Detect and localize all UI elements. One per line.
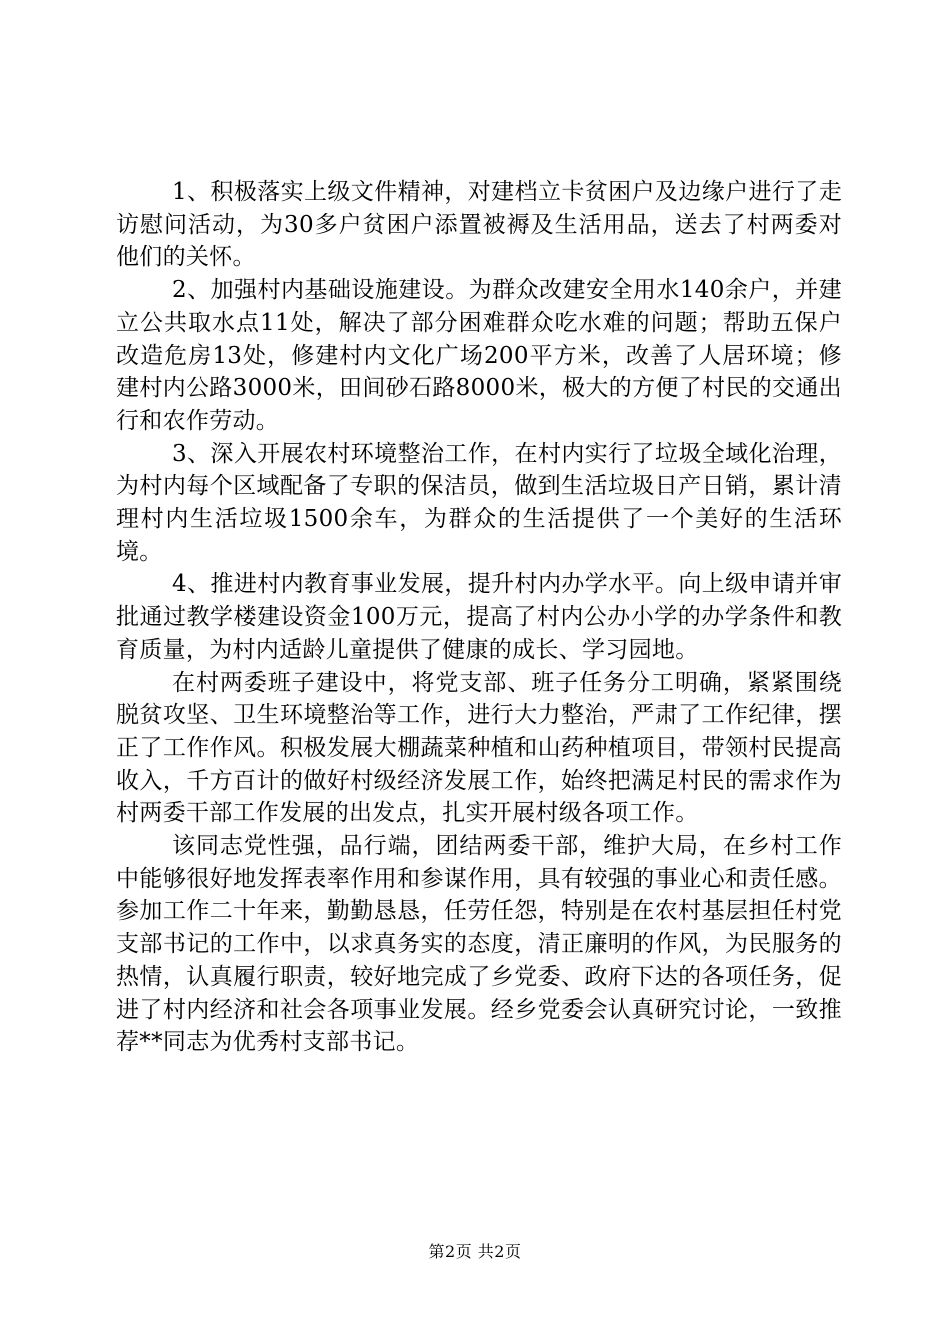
page-footer: 第2页 共2页 xyxy=(428,1242,522,1261)
paragraph-4: 4、推进村内教育事业发展，提升村内办学水平。向上级申请并审批通过教学楼建设资金100万元，提高了村内公办小学的办学条件和教育质量，为村内适龄儿童提供了健康的成长、学习园地。 xyxy=(116,571,842,663)
paragraph-5: 在村两委班子建设中，将党支部、班子任务分工明确，紧紧围绕脱贫攻坚、卫生环境整治等工作，进行大力整治，严肃了工作纪律，摆正了工作作风。积极发展大棚蔬菜种植和山药种植项目，带领村民提高收入，千方百计的做好村级经济发展工作，始终把满足村民的需求作为村两委干部工作发展的出发点，扎实开展村级各项工作。 xyxy=(116,669,842,827)
paragraph-3: 3、深入开展农村环境整治工作，在村内实行了垃圾全域化治理，为村内每个区域配备了专职的保洁员，做到生活垃圾日产日销，累计清理村内生活垃圾1500余车，为群众的生活提供了一个美好的生活环境。 xyxy=(116,440,842,565)
paragraph-6: 该同志党性强，品行端，团结两委干部，维护大局，在乡村工作中能够很好地发挥表率作用和参谋作用，具有较强的事业心和责任感。参加工作二十年来，勤勤恳恳，任劳任怨，特别是在农村基层担任村党支部书记的工作中，以求真务实的态度，清正廉明的作风，为民服务的热情，认真履行职责，较好地完成了乡党委、政府下达的各项任务，促进了村内经济和社会各项事业发展。经乡党委会认真研究讨论，一致推荐**同志为优秀村支部书记。 xyxy=(116,833,842,1056)
paragraph-1: 1、积极落实上级文件精神，对建档立卡贫困户及边缘户进行了走访慰问活动，为30多户贫困户添置被褥及生活用品，送去了村两委对他们的关怀。 xyxy=(116,179,842,271)
paragraph-2: 2、加强村内基础设施建设。为群众改建安全用水140余户，并建立公共取水点11处，解决了部分困难群众吃水难的问题；帮助五保户改造危房13处，修建村内文化广场200平方米，改善了人居环境；修建村内公路3000米，田间砂石路8000米，极大的方便了村民的交通出行和农作劳动。 xyxy=(116,277,842,434)
document-body xyxy=(116,176,842,1059)
